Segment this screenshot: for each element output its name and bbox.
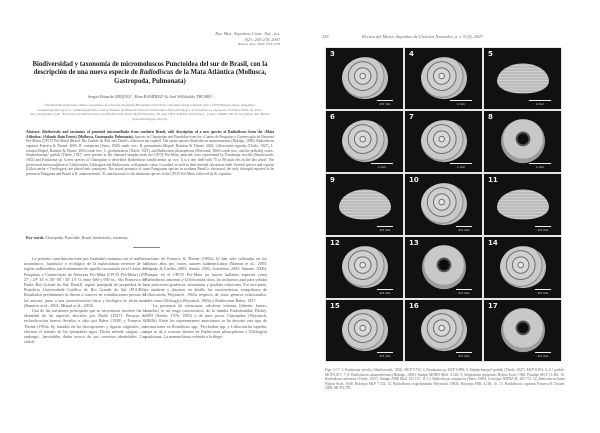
- figure-panel: [326, 174, 403, 235]
- scale-bar-line: [529, 100, 551, 101]
- scale-bar-line: [371, 163, 393, 164]
- journal-reference: [215, 31, 280, 48]
- figure-panel: [484, 48, 561, 109]
- abstract-heading: Abstract: Biodiversity and taxonomy of punctoid micromollusks from southern Brazil, with description of a new species of Radiodiscus from the «Mata Atlântica» (Atlantic Rain Forest) (Mollusca, Gastropoda, Pulmonata).: [26, 130, 274, 139]
- shell-image: [342, 246, 388, 288]
- scale-bar-line: [377, 226, 393, 227]
- scale-bar-label: 0,5 mm: [458, 291, 470, 295]
- panel-number: 11: [488, 176, 498, 184]
- figure-plate: [325, 47, 562, 362]
- shell-image: [501, 119, 545, 163]
- panel-number: 12: [330, 239, 340, 247]
- scale-bar-line: [456, 226, 472, 227]
- panel-number: 13: [409, 239, 419, 247]
- figure-panel: [405, 174, 482, 235]
- scale-bar: [456, 289, 472, 295]
- scale-bar: [529, 163, 551, 169]
- scale-bar-label: 1 mm: [456, 102, 466, 106]
- section-divider: [133, 247, 160, 248]
- panel-number: 4: [409, 50, 414, 58]
- scale-bar-label: 0,5 mm: [537, 291, 549, 295]
- scale-bar-line: [456, 289, 472, 290]
- figure-panel: [405, 237, 482, 298]
- keywords: [26, 236, 274, 240]
- figure-panel: [326, 300, 403, 361]
- shell-image: [421, 309, 467, 351]
- title-part1: Biodiversidad y taxonomía de micromoluscos Punctoidea del sur de Brasil, con la descripción de una nueva especie de: [32, 61, 268, 77]
- scale-bar-label: 1 mm: [535, 165, 545, 169]
- scale-bar-label: 0,5 mm: [379, 102, 391, 106]
- panel-number: 10: [409, 176, 419, 184]
- scale-bar: [456, 226, 472, 232]
- keywords-label: Key words:: [26, 236, 45, 240]
- scale-bar: [529, 100, 551, 106]
- shell-image: [422, 245, 466, 289]
- panel-number: 6: [330, 113, 335, 121]
- keywords-value: Charopidae, Punctidae, Brazil, biodiversity, taxonomy.: [44, 236, 129, 240]
- panel-number: 17: [488, 302, 498, 310]
- figure-panel: [326, 111, 403, 172]
- scale-bar-line: [377, 352, 393, 353]
- scale-bar: [377, 289, 393, 295]
- figure-panel: [484, 237, 561, 298]
- panel-number: 9: [330, 176, 335, 184]
- figure-panel: [326, 48, 403, 109]
- abstract: [26, 130, 274, 177]
- scale-bar: [535, 352, 551, 358]
- panel-number: 5: [488, 50, 493, 58]
- title-genus: Radiodiscus: [139, 69, 174, 77]
- title-part2: de la Mata Atlántica (Mollusca, Gastropoda, Pulmonata): [114, 69, 267, 85]
- scale-bar-label: 0,5 mm: [379, 354, 391, 358]
- shell-image: [342, 120, 388, 162]
- scale-bar: [450, 163, 472, 169]
- shell-image: [497, 189, 549, 219]
- journal-ref-line2: 9(2): 205-230, 2007: [244, 36, 280, 42]
- figure-panel: [405, 111, 482, 172]
- journal-ref-line3: Buenos Aires, ISSN 1514-5158: [238, 42, 280, 46]
- scale-bar-label: 0,5 mm: [379, 291, 391, 295]
- scale-bar-label: 0,5 mm: [458, 228, 470, 232]
- paragraph: La presencia de estructuras calcáreas internas (dientes, barras, lamelas) es un rasgo característico de la familia Endodontidae Pilsbry, 1895 (Solem, 1976, 1983) y de unos pocos Charopidae (Weyrauch, 1965b). Entre los representantes americanos se ha descrito este tipo de formaciones en Rotadiscus spp., Ptychodon spp. y Lilloiconcha superba; aquí se da a conocer dientes en Radioconus pleurophorus y Zilchogyra paulistana. La nomenclatura referida a la dispo-: [145, 302, 267, 340]
- scale-bar-label: 0,5 mm: [537, 354, 549, 358]
- scale-bar-line: [529, 163, 551, 164]
- panel-number: 15: [330, 302, 340, 310]
- journal-ref-line1: Rev. Mus. Argentino Cienc. Nat., n.s.: [215, 31, 280, 36]
- scale-bar-label: 0,5 mm: [458, 354, 470, 358]
- right-page: [300, 0, 600, 433]
- figure-panel: [484, 111, 561, 172]
- scale-bar: [377, 226, 393, 232]
- shell-image: [421, 120, 467, 162]
- page-number: 218: [322, 34, 329, 39]
- shell-image: [500, 246, 546, 288]
- article-title: [20, 61, 280, 86]
- shell-image: [501, 308, 545, 352]
- scale-bar-line: [535, 352, 551, 353]
- scale-bar-line: [450, 100, 472, 101]
- shell-image: [497, 63, 549, 93]
- affiliations: ¹División Invertebrados, Museo Argentino de Ciencias Naturales Bernardino Rivadavia, Avenida Ángel Gallardo 470, (1405) Buenos Aires, Argentina. semiquel@macn.gov.ar / semiquel@yahoo.com.ar ²Museo de Historia Natural, Universidad Nacional Mayor de San Marcos, Apartado 14-0434, Lima-14, Perú. rina_rm@yahoo.com. ³Escritório de Malacologia e de Biofilosofia, Praça Dom Feliciano, 39, sala 1303, Edifício Guanabara - Centro, 90020-160, Porto Alegre, RS, Brasil. josewthome@pq.cnpq.br: [30, 103, 270, 121]
- panel-number: 16: [409, 302, 419, 310]
- panel-number: 14: [488, 239, 498, 247]
- figure-panel: [484, 174, 561, 235]
- figure-panel: [405, 300, 482, 361]
- scale-bar: [377, 100, 393, 106]
- scale-bar-line: [377, 289, 393, 290]
- scale-bar-label: 0,5 mm: [379, 228, 391, 232]
- scale-bar-line: [450, 163, 472, 164]
- scale-bar-line: [456, 352, 472, 353]
- scale-bar: [535, 289, 551, 295]
- authors: Sergio Eduardo MIQUEL¹, Rina RAMÍREZ² & José Willibaldo THOMÉ³: [87, 94, 213, 99]
- shell-image: [342, 309, 388, 351]
- shell-image: [421, 57, 467, 99]
- scale-bar-label: 1 mm: [535, 102, 545, 106]
- figure-panel: [326, 237, 403, 298]
- scale-bar: [371, 163, 393, 169]
- scale-bar: [377, 352, 393, 358]
- scale-bar-line: [535, 226, 551, 227]
- scale-bar-label: 1 mm: [377, 165, 387, 169]
- scale-bar-label: 0,5 mm: [537, 228, 549, 232]
- paragraph: La presente contribución tiene por finalidad continuar con el análisis taxonómico, faunístico y ecológico de la malacofauna terrestre de la región sudbrasilera, particularmente de aquella encontrada en el Centro de Pesquisas e Conservação da Natureza Pró-Mata (CPCN Pró-Mata) (29º 27' / 29º 35' S, 50º 08' / 50º 15' O, entre 600 y 950 m.; São Francisco de Paula, Rio Grande do Sul, Brasil), región protegida de propiedad de la Pontifícia Universidade Católica do Rio Grande do Sul (PUCRS). Resultados preliminares se dieron a conocer en contribuciones previas de los autores, junto a una caracterización física y biológica de dicha área (Ramírez et al., 2003; Miquel et al., 2004).: [24, 256, 146, 308]
- scale-bar: [535, 226, 551, 232]
- panel-number: 8: [488, 113, 493, 121]
- figure-panel: [484, 300, 561, 361]
- shell-image: [421, 183, 467, 225]
- scale-bar-line: [535, 289, 551, 290]
- paragraph: Una de las cuestiones principales que se necesitaron resolver fue la identidad de las especies descritas por Thiele (1927). Ensayos de reclasificación fueron llevados a cabo por Baker (1928) y Fonseca & Thomé (1993a, b), basados en las descripciones y figuras originales, sin efectuar el estudio de los ejemplares tipos. Dicho método origina –sin embargo– inevitables dudas acerca de sus correctas identidades. Las clasifi-: [24, 308, 146, 345]
- abstract-body: Species in Charopidae and Punctidae from the «Centro de Pesquisas e Conservação da Natureza Pró-Mata» (CPCN Pró-Mata) (Brazil, Rio Grande do Sul) and Thiele's collection are studied. The native species Radiodiscus amancaezensis (Hidalgo, 1869), Radiodiscus cuprinus Fonseca & Thomé, 2000, R. compactus (Suter, 1900) comb. nov., R. promatensis Miquel, Ramírez & Thomé, 2004, Lilloiconcha superba (Thiele, 1927), L. tucuma Miquel, Ramírez & Thomé, 2004 comb. nov., L. gordurasensis (Thiele, 1927), and Radioconus pleurophorus (Moricand, 1846) comb. nov., and the probably exotic, Stephacharopa? goeldii (Thiele, 1927) were present in the charopid samples from the CPCN Pró-Mata; punctids were represented by Paralaoma servilis (Shuttleworth, 1852) and Paralaoma sp. A new species of Charopidae is described: Radiodiscus sanchicoensis sp. nov. It is a tiny shell with 75 to 80 axial ribs in the last whorl. The protoconch microsculpture of Lilloiconcha, Zilchogyra and Radioconus, with generic value, is studied, as well as their internal calcareous teeth. Several species and a genus (Lilloiconcha = Trochogyra) are placed into synonymy. The actual presence of some Patagonian species in southern Brazil is discussed; the only charopid reported to be present in Patagonia and Brazil is R. amancaezensis. R. sanchicoensis is the dominant species in the CPCN Pró-Mata, followed by R. cuprinus.: [26, 134, 274, 176]
- body-column-2: [145, 256, 267, 339]
- scale-bar: [450, 100, 472, 106]
- scale-bar-line: [377, 100, 393, 101]
- scale-bar: [456, 352, 472, 358]
- body-column-1: [24, 256, 146, 344]
- paragraph: caciones de Fonseca & Thomé (1993a, b) han sido utilizadas en los últimos años por varios autores sudamericanos (Mansur et al., 2003; Salgado & Coelho, 2003; Santos, 2002; Scarabino, 2003; Simone, 2006). Aunque en el CPCN Pró-Mata no fueron halladas especies como Radiodiscus amoenus y Lilloiconcha clara, las incluimos aquí para señalar sus posiciones genéricas, sinonimias y posibles relaciones. Por otra parte, se analizan y discuten en detalle las características conquiliares de Lilloiconcha Weyrauch, 1965a respecto de otros géneros relacionados, tales como Zilchogyra Weyrauch, 1965a y Radioconus Baker, 1927.: [145, 256, 267, 303]
- figure-caption: Figs. 3-17. 3, Paralaoma servilis (Shuttleworth, 1852). MCP 8.732; 4, Paralaoma sp. MCP 6.898; 5, Stephacharopa? goeldii (Thiele, 1927). MCP 8.812; 6, S.? goeldii. MCP 8.817; 7, 8, Radiodiscus amancaezensis (Hidalgo, 1869). Sintipo MNHN Moll. 5.140; 9, Stephanoda jujuyensis Hylton Scott, 1948. Paratipo MLP 11.481; 10, Radiodiscus amoenus (Thiele, 1927). Sintipo ZMB Moll. 103.117; 11-13, Radiodiscus compactus (Suter, 1900). Lectotipo NMNZ M. 205.772; 14, Radiodiscus lutiae Hylton Scott, 1948. Holotipo MLP 7.532; 15, Radiodiscus crigodiminuto Weyrauch, 1965b. Holotipo FML 4.146; 16, 17, Radiodiscus cuprinus Fonseca & Thomé, 2000. MCP 6.785.: [325, 368, 565, 391]
- panel-number: 7: [409, 113, 414, 121]
- running-head-journal: Revista del Museo Argentino de Ciencias Naturales, n. s. 9 (2), 2007: [362, 34, 483, 39]
- figure-panel: [405, 48, 482, 109]
- shell-image: [342, 57, 388, 99]
- panel-number: 3: [330, 50, 335, 58]
- shell-image: [339, 189, 391, 219]
- scale-bar-label: 1 mm: [456, 165, 466, 169]
